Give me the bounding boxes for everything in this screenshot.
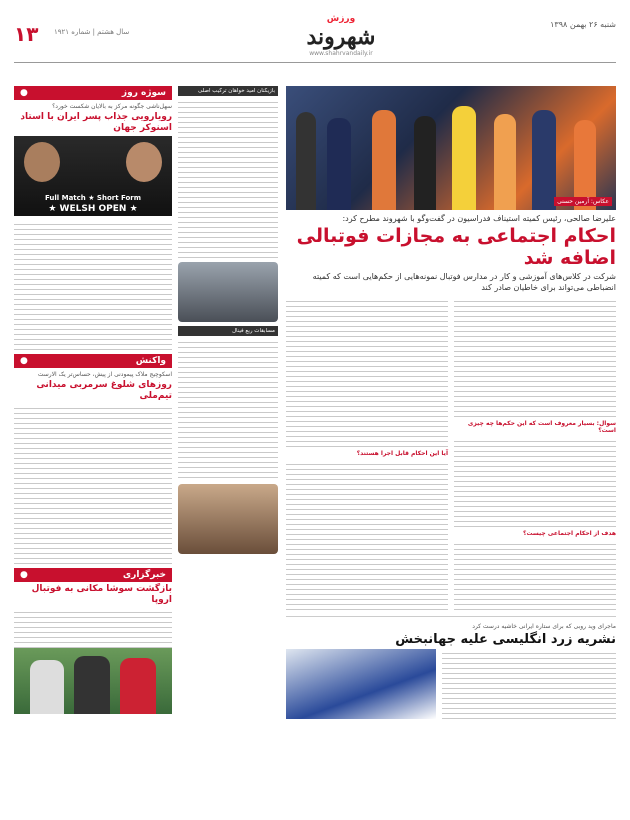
match-photo <box>286 86 616 210</box>
sec1-kicker: سهل‌ناشی جگونه مرکز به بالایان شکست خورد؟ <box>52 103 172 110</box>
middle-column <box>178 86 278 810</box>
photo-caption: عکاس: آرمین حسنی <box>554 197 612 206</box>
article-supertitle: علیرضا صالحی، رئیس کمیته استیناف فدراسیون در گفت‌وگو با شهروند مطرح کرد: <box>342 214 616 223</box>
player-photo <box>286 649 436 719</box>
question-2: هدف از احکام اجتماعی چیست؟ <box>523 530 616 537</box>
issue-info: سال هشتم | شماره ۱۹۲۱ <box>54 28 130 36</box>
body-column-1 <box>454 297 616 610</box>
section-icon: ● <box>20 356 28 366</box>
sec2-kicker: اسکوچیج ملاک پیمودنی از پیش، حساس‌تر یک الارست <box>37 371 172 378</box>
question-1: سوال: بسیار معروف است که این حکم‌ها چه چیزی است؟ <box>467 420 616 434</box>
players-photo <box>178 484 278 554</box>
issue-date: شنبه ۲۶ بهمن ۱۳۹۸ <box>550 20 616 29</box>
main-article <box>286 86 616 810</box>
newspaper-logo: ورزش شهروند www.shahrvandaily.ir <box>306 14 376 57</box>
left-column <box>14 86 172 810</box>
section-header-3: خبرگزاری ● <box>14 568 172 582</box>
snooker-photo: Full Match ★ Short Form ★ WELSH OPEN ★ <box>14 136 172 216</box>
page-header <box>14 14 616 63</box>
sec1-headline: رویارویی جذاب پسر ایران با استاد اسنوکر جهان <box>20 112 172 133</box>
section-header-2: واکنش ● <box>14 354 172 368</box>
bottom-article <box>286 616 616 719</box>
question-3: آیا این احکام قابل اجرا هستند؟ <box>356 450 448 457</box>
article-headline: احکام اجتماعی به مجازات فوتبالی اضافه شد <box>296 225 616 269</box>
middle-box2-title: مسابقات ربع فینال <box>178 326 278 336</box>
page-number: ۱۳ <box>14 22 39 46</box>
section-header-1: سوژه روز ● <box>14 86 172 100</box>
middle-box-title: بازیکنان امید خواهان ترکیب اصلی <box>178 86 278 96</box>
article-body <box>286 297 616 610</box>
coach-photo <box>178 262 278 322</box>
team-photo <box>14 648 172 714</box>
sec2-headline: روزهای شلوغ سرمربی میدانی تیم‌ملی <box>36 380 172 401</box>
article-lead: شرکت در کلاس‌های آموزشی و کار در مدارس فوتبال نمونه‌هایی از حکم‌هایی است که کمیته انضباطی می‌تواند برای خاطیان صادر کند <box>312 272 616 292</box>
bottom-kicker: ماجرای وید روبی که برای ستاره ایرانی خاشیه درست کرد <box>472 623 616 630</box>
section-icon: ● <box>20 570 28 580</box>
body-column-2 <box>286 297 448 610</box>
sec3-headline: بازگشت سوشا مکانی به فوتبال اروپا <box>31 584 172 605</box>
bottom-headline: نشریه زرد انگلیسی علیه جهانبخش <box>395 632 616 647</box>
section-icon: ● <box>20 88 28 98</box>
